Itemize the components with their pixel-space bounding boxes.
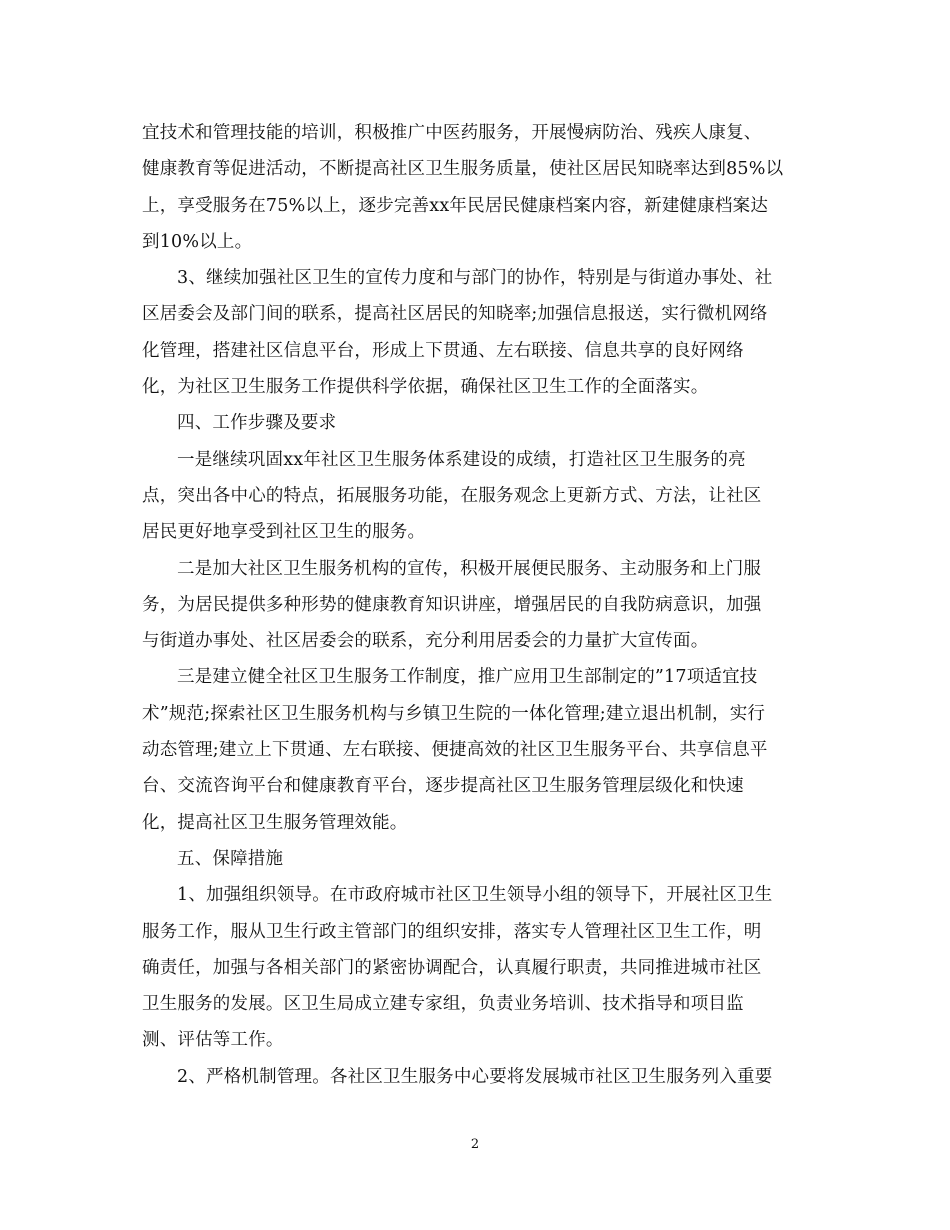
document-body <box>142 115 812 1095</box>
text-line: 术”规范;探索社区卫生服务机构与乡镇卫生院的一体化管理;建立退出机制，实行 <box>142 703 766 724</box>
text-line: 与街道办事处、社区居委会的联系，充分利用居委会的力量扩大宣传面。 <box>142 631 709 652</box>
text-line: 二是加大社区卫生服务机构的宣传，积极开展便民服务、主动服务和上门服 <box>177 558 762 579</box>
text-line: 四、工作步骤及要求 <box>177 413 337 434</box>
text-line: 化，提高社区卫生服务管理效能。 <box>142 812 408 833</box>
text-line: 化，为社区卫生服务工作提供科学依据，确保社区卫生工作的全面落实。 <box>142 377 709 398</box>
text-line: 测、评估等工作。 <box>142 1030 284 1051</box>
text-line: 服务工作，服从卫生行政主管部门的组织安排，落实专人管理社区卫生工作，明 <box>142 921 762 942</box>
text-line: 3、继续加强社区卫生的宣传力度和与部门的协作，特别是与街道办事处、社 <box>177 268 773 289</box>
text-line: 居民更好地享受到社区卫生的服务。 <box>142 522 426 543</box>
text-line: 1、加强组织领导。在市政府城市社区卫生领导小组的领导下，开展社区卫生 <box>177 885 773 906</box>
text-line: 动态管理;建立上下贯通、左右联接、便捷高效的社区卫生服务平台、共享信息平 <box>142 740 768 761</box>
text-line: 卫生服务的发展。区卫生局成立建专家组，负责业务培训、技术指导和项目监 <box>142 994 744 1015</box>
text-line: 上，享受服务在75%以上，逐步完善xx年民居民健康档案内容，新建健康档案达 <box>142 195 769 216</box>
text-line: 2、严格机制管理。各社区卫生服务中心要将发展城市社区卫生服务列入重要 <box>177 1066 773 1087</box>
page-number: 2 <box>470 1137 480 1152</box>
text-line: 化管理，搭建社区信息平台，形成上下贯通、左右联接、信息共享的良好网络 <box>142 340 744 361</box>
text-line: 区居委会及部门间的联系，提高社区居民的知晓率;加强信息报送，实行微机网络 <box>142 304 768 325</box>
text-line: 五、保障措施 <box>177 848 284 869</box>
text-line: 到10%以上。 <box>142 231 253 252</box>
text-line: 三是建立健全社区卫生服务工作制度，推广应用卫生部制定的”17项适宜技 <box>177 667 758 688</box>
text-line: 一是继续巩固xx年社区卫生服务体系建设的成绩，打造社区卫生服务的亮 <box>177 449 746 470</box>
text-line: 点，突出各中心的特点，拓展服务功能，在服务观念上更新方式、方法，让社区 <box>142 485 762 506</box>
text-line: 健康教育等促进活动，不断提高社区卫生服务质量，使社区居民知晓率达到85%以 <box>142 159 784 180</box>
text-line: 宜技术和管理技能的培训，积极推广中医药服务，开展慢病防治、残疾人康复、 <box>142 123 762 143</box>
text-line: 确责任，加强与各相关部门的紧密协调配合，认真履行职责，共同推进城市社区 <box>142 957 762 978</box>
text-line: 台、交流咨询平台和健康教育平台，逐步提高社区卫生服务管理层级化和快速 <box>142 776 744 797</box>
text-line: 务，为居民提供多种形势的健康教育知识讲座，增强居民的自我防病意识，加强 <box>142 594 762 615</box>
